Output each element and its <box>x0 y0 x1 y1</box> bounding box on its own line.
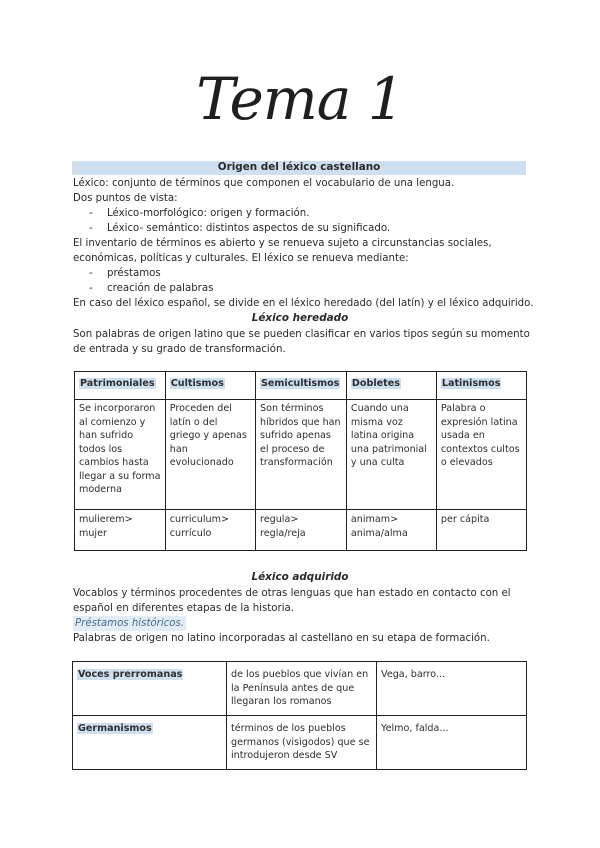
table-cell: Proceden del latín o del griego y apenas han evolucionado <box>165 400 255 510</box>
table-row <box>73 662 527 716</box>
table-header: Cultismos <box>165 372 255 400</box>
intro-line-1: Léxico: conjunto de términos que componen el vocabulario de una lengua. <box>73 178 455 189</box>
list-item: - creación de palabras <box>89 283 214 294</box>
heredado-heading: Léxico heredado <box>251 312 349 324</box>
adquirido-line-2: español en diferentes etapas de la historia. <box>73 603 295 614</box>
page-title: Tema 1 <box>196 65 404 133</box>
adquirido-line-1: Vocablos y términos procedentes de otras lenguas que han estado en contacto con el <box>73 588 511 599</box>
table-row <box>73 716 527 770</box>
table-header: Dobletes <box>346 372 436 400</box>
table-cell: Son términos híbridos que han sufrido apenas el proceso de transformación <box>256 400 347 510</box>
heredado-line-2: de entrada y su grado de transformación. <box>73 344 286 355</box>
table-cell: Palabra o expresión latina usada en contextos cultos o elevados <box>436 400 526 510</box>
intro-line-4: económicas, políticas y culturales. El léxico se renueva mediante: <box>73 253 409 264</box>
table-header: Semicultismos <box>256 372 347 400</box>
prestamos-subheading: Préstamos históricos. <box>75 618 185 629</box>
list-item: - préstamos <box>89 268 161 279</box>
heredado-line-1: Son palabras de origen latino que se pueden clasificar en varios tipos según su momento <box>73 329 530 340</box>
table-cell: animam> anima/alma <box>346 510 436 551</box>
lexico-heredado-table <box>74 371 527 551</box>
list-item: - Léxico-morfológico: origen y formación. <box>89 208 310 219</box>
intro-line-5: En caso del léxico español, se divide en el léxico heredado (del latín) y el léxico adquirido. <box>73 298 534 309</box>
table-cell: Cuando una misma voz latina origina una patrimonial y una culta <box>346 400 436 510</box>
section-title: Origen del léxico castellano <box>217 161 381 173</box>
list-item: - Léxico- semántico: distintos aspectos de su significado. <box>89 223 391 234</box>
prestamos-table <box>72 661 527 770</box>
table-cell: Se incorporaron al comienzo y han sufrido todos los cambios hasta llegar a su forma moderna <box>75 400 166 510</box>
table-cell: mulierem> mujer <box>75 510 166 551</box>
table-cell: regula> regla/reja <box>256 510 347 551</box>
table-cell: curriculum> currículo <box>165 510 255 551</box>
adquirido-line-3: Palabras de origen no latino incorporadas al castellano en su etapa de formación. <box>73 633 490 644</box>
intro-line-3: El inventario de términos es abierto y se renueva sujeto a circunstancias sociales, <box>73 238 492 249</box>
table-cell: términos de los pueblos germanos (visigodos) que se introdujeron desde SV <box>227 716 377 770</box>
intro-line-2: Dos puntos de vista: <box>73 193 178 204</box>
adquirido-heading: Léxico adquirido <box>251 571 349 583</box>
table-cell: per cápita <box>436 510 526 551</box>
table-cell: Yelmo, falda... <box>377 716 527 770</box>
table-cell: Germanismos <box>73 716 227 770</box>
table-cell: Vega, barro... <box>377 662 527 716</box>
table-header: Latinismos <box>436 372 526 400</box>
table-cell: de los pueblos que vivían en la Península antes de que llegaran los romanos <box>227 662 377 716</box>
table-header: Patrimoniales <box>75 372 166 400</box>
table-cell: Voces prerromanas <box>73 662 227 716</box>
